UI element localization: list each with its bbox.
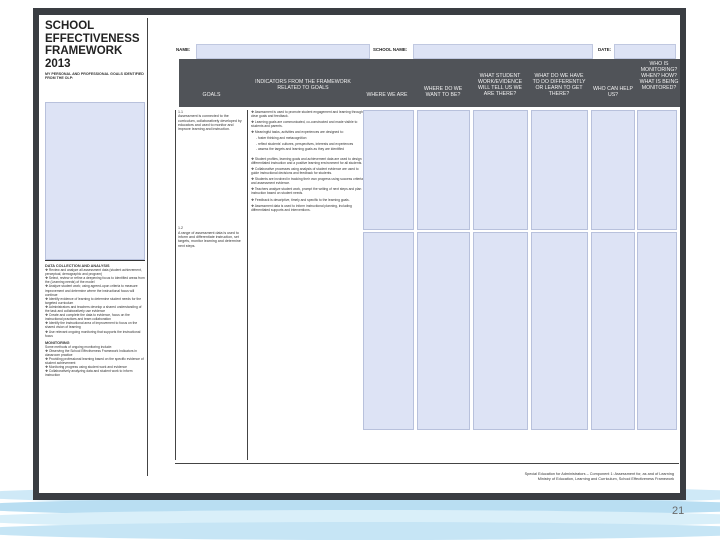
goals-input-box[interactable]: [45, 102, 145, 260]
name-label: NAME:: [176, 47, 191, 52]
date-label: DATE:: [598, 47, 612, 52]
document-frame: [33, 8, 686, 500]
school-name-field[interactable]: [413, 44, 593, 59]
input-cell[interactable]: [531, 110, 588, 230]
page-title: SCHOOL EFFECTIVENESS FRAMEWORK 2013: [45, 20, 140, 70]
indicator-item: ❖ Student profiles, learning goals and achievement data are used to design differentiated instruction and a positive learning environment for all students.: [251, 156, 363, 165]
monitoring-intro: Some methods of ongoing monitoring include:: [45, 344, 113, 349]
input-cell[interactable]: [473, 110, 528, 230]
indicator-item: ❖ Feedback is descriptive, timely and specific to the learning goals.: [251, 197, 350, 202]
input-cell[interactable]: [417, 110, 470, 230]
indicator-item: ❖ Assessment is used to promote student engagement and learning through clear goals and feedback.: [251, 110, 363, 119]
column-header: WHAT DO WE HAVE TO DO DIFFERENTLY OR LEARN TO GET THERE?: [532, 73, 586, 97]
goal-id: 1.1: [178, 110, 183, 114]
input-cell[interactable]: [637, 232, 677, 430]
indicator-item: - foster thinking and metacognition: [256, 136, 307, 141]
indicator-item: ❖ Learning goals are communicated, co-constructed and made visible to students and parents.: [251, 120, 358, 129]
list-item: ❖ Identify the instructional area of improvement to focus on the shared vision of learning: [45, 321, 138, 330]
list-item: ❖ Monitoring progress using student work and evidence: [45, 365, 127, 370]
input-cell[interactable]: [363, 232, 414, 430]
date-field[interactable]: [614, 44, 676, 59]
stripe: [0, 522, 720, 540]
column-header: INDICATORS FROM THE FRAMEWORK RELATED TO GOALS: [255, 79, 351, 91]
indicator-item: ❖ Meaningful tasks, activities and experiences are designed to:: [251, 130, 344, 135]
indicator-item: ❖ Assessment data is used to inform instructional planning, including differentiated supports and interventions.: [251, 203, 352, 212]
document-page: [39, 15, 680, 493]
list-item: ❖ Observing the School Effectiveness Framework Indicators in classroom practice: [45, 348, 137, 357]
school-name-label: SCHOOL NAME:: [373, 47, 408, 52]
input-cell[interactable]: [531, 232, 588, 430]
indicator-item: ❖ Collaborative processes using analysis of student evidence are used to guide instructional decisions and feedback for students.: [251, 166, 359, 176]
data-heading: DATA COLLECTION AND ANALYSIS: [45, 264, 110, 268]
footer: [474, 472, 674, 482]
goal-id: 1.2: [178, 226, 183, 231]
list-item: ❖ Create and complete the data to evidence, focus on the instructional practices and team collaboration: [45, 313, 130, 322]
page-number: 21: [672, 505, 685, 517]
list-item: ❖ Providing professional learning based on the specific evidence of student achievement: [45, 357, 144, 366]
list-item: ❖ Use relevant ongoing monitoring that supports the instructional focus: [45, 329, 141, 338]
goal-text: A range of assessment data is used to inform and differentiate instruction, set targets, monitor learning and determine next steps.: [178, 230, 241, 248]
column-header: WHO IS MONITORING? WHEN? HOW? WHAT IS BEING MONITORED?: [639, 61, 679, 91]
list-item: ❖ Collaboratively analyzing data and student work to inform instruction: [45, 369, 133, 378]
name-field[interactable]: [196, 44, 370, 59]
left-panel: [43, 18, 148, 476]
column-header: WHERE WE ARE: [366, 92, 408, 98]
input-cell[interactable]: [637, 110, 677, 230]
list-item: ❖ Administrators and teachers develop a shared understanding of the task and collaboratively use evidence: [45, 304, 142, 314]
goal-text: Assessment is connected to the curriculum, collaboratively developed by educators and used to monitor and improve learning and instruction.: [178, 114, 242, 132]
table-header: [179, 59, 680, 107]
goals-subtitle: MY PERSONAL AND PROFESSIONAL GOALS IDENTIFIED FROM THE OLP:: [45, 72, 144, 81]
indicator-item: - assess the targets and learning goals as they are identified: [256, 146, 344, 151]
goals-column: [175, 110, 246, 460]
input-cell[interactable]: [473, 232, 528, 430]
footer-line: Special Education for Administrators – Component 1: Assessment for, as and of Learning: [524, 472, 674, 476]
footer-line: Ministry of Education, Learning and Curriculum, School Effectiveness Framework: [537, 476, 674, 481]
list-item: ❖ Review and analyze all assessment data (student achievement, perceptual, demographic and program): [45, 268, 142, 277]
column-header: WHO CAN HELP US?: [592, 86, 634, 98]
indicator-item: ❖ Teachers analyze student work, prompt the writing of next steps and plan instruction based on student needs.: [251, 187, 362, 196]
indicator-item: - reflect students' cultures, perspectives, interests and experiences: [256, 141, 354, 146]
indicators-column: [247, 110, 363, 460]
column-header: GOALS: [202, 92, 221, 98]
input-cell[interactable]: [591, 110, 635, 230]
table-bottom-rule: [175, 463, 679, 464]
list-item: ❖ Analyze student work; using agreed-upon criteria to measure improvement and determine where the instructional focus will continue: [45, 284, 138, 297]
indicator-item: ❖ Students are involved in tracking their own progress using success criteria and assessment evidence.: [251, 177, 363, 186]
list-item: ❖ Select, review or refine a deepening focus to identified areas from the (Learning needs) of the model: [45, 276, 145, 285]
monitoring-heading: MONITORING: [45, 340, 70, 345]
input-cell[interactable]: [363, 110, 414, 230]
column-header: WHERE DO WE WANT TO BE?: [423, 86, 463, 98]
data-section: [45, 260, 145, 475]
column-header: WHAT STUDENT WORK/EVIDENCE WILL TELL US WE ARE THERE?: [477, 73, 523, 97]
list-item: ❖ Identify evidence of learning to determine student needs for the targeted curriculum: [45, 296, 142, 305]
input-cell[interactable]: [417, 232, 470, 430]
header-fields: [151, 42, 681, 58]
input-cell[interactable]: [591, 232, 635, 430]
